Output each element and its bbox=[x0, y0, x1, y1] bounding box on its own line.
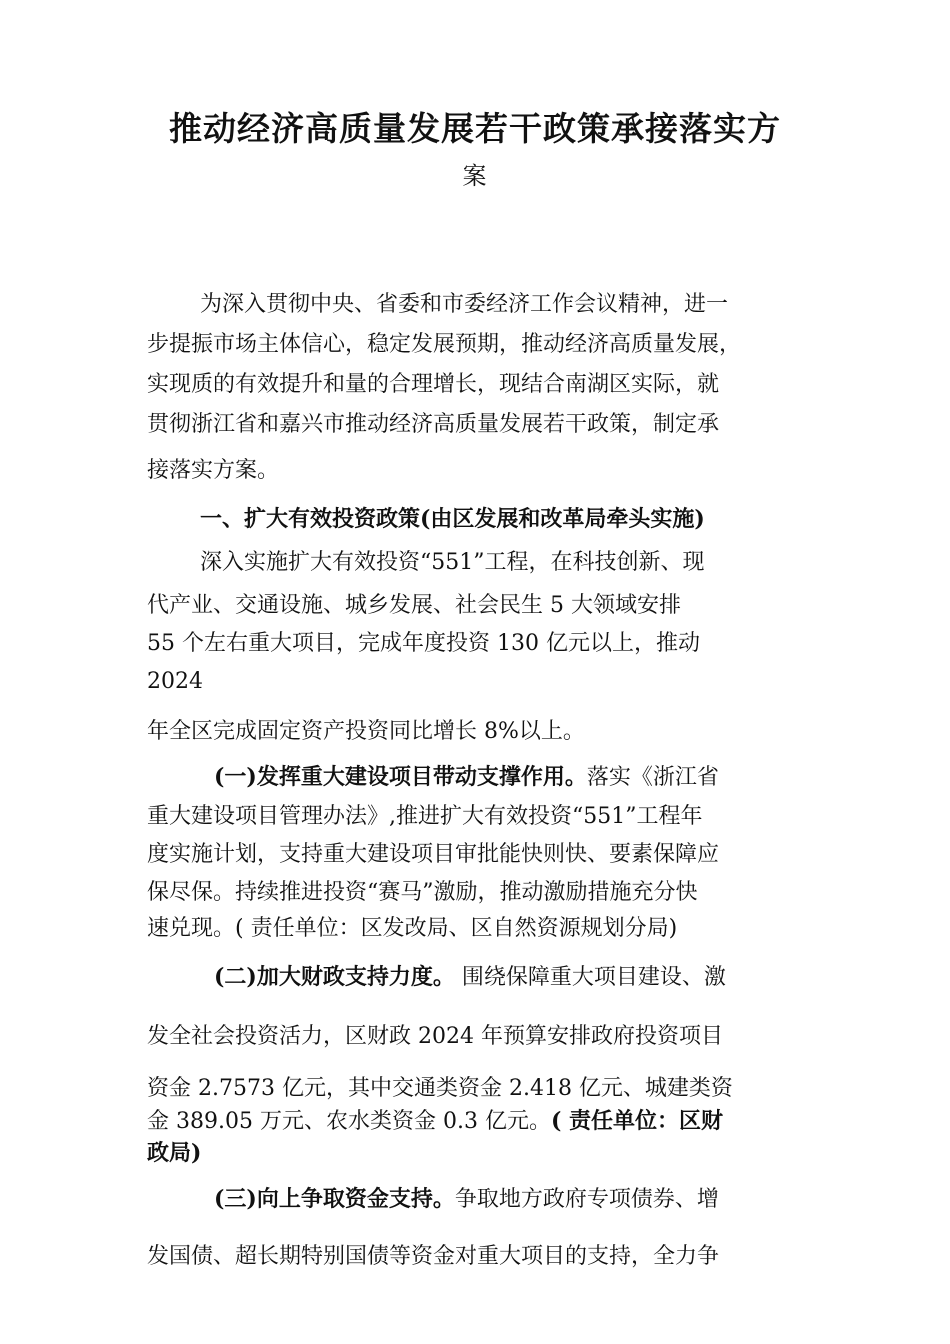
section-body-line: 代产业、交通设施、城乡发展、社会民生 5 大领域安排 bbox=[147, 593, 681, 618]
responsibility-text: 政局) bbox=[147, 1140, 202, 1166]
section-body-line: 55 个左右重大项目，完成年度投资 130 亿元以上，推动 bbox=[147, 631, 700, 656]
item-label: (三)向上争取资金支持。 bbox=[214, 1186, 455, 1212]
item-text: 争取地方政府专项债券、增 bbox=[454, 1187, 719, 1212]
intro-line: 步提振市场主体信心，稳定发展预期，推动经济高质量发展， bbox=[147, 332, 742, 357]
item-line: 资金 2.7573 亿元，其中交通类资金 2.418 亿元、城建类资 bbox=[147, 1076, 733, 1101]
item-line bbox=[147, 1110, 723, 1133]
item-paragraph-first-line bbox=[214, 966, 726, 989]
section-body-line: 年全区完成固定资产投资同比增长 8%以上。 bbox=[147, 719, 585, 744]
section-heading: 一、扩大有效投资政策(由区发展和改革局牵头实施) bbox=[200, 506, 705, 532]
responsibility-text: ( 责任单位：区财 bbox=[550, 1108, 724, 1134]
item-text: 围绕保障重大项目建设、激 bbox=[454, 965, 726, 990]
intro-line: 为深入贯彻中央、省委和市委经济工作会议精神，进一 bbox=[200, 292, 729, 317]
item-text: 落实《浙江省 bbox=[586, 765, 719, 790]
item-line: 度实施计划，支持重大建设项目审批能快则快、要素保障应 bbox=[147, 842, 720, 867]
document-title-continuation: 案 bbox=[462, 162, 488, 190]
item-paragraph-first-line bbox=[214, 766, 719, 789]
item-paragraph-first-line bbox=[214, 1188, 719, 1211]
intro-line: 接落实方案。 bbox=[147, 458, 280, 483]
item-line: 发国债、超长期特别国债等资金对重大项目的支持，全力争 bbox=[147, 1244, 720, 1269]
intro-line: 贯彻浙江省和嘉兴市推动经济高质量发展若干政策，制定承 bbox=[147, 412, 720, 437]
item-line: 速兑现。( 责任单位：区发改局、区自然资源规划分局) bbox=[147, 916, 678, 941]
item-text: 金 389.05 万元、农水类资金 0.3 亿元。 bbox=[147, 1109, 551, 1134]
item-line: 重大建设项目管理办法》,推进扩大有效投资“551”工程年 bbox=[147, 804, 703, 829]
intro-line: 实现质的有效提升和量的合理增长，现结合南湖区实际，就 bbox=[147, 372, 720, 397]
section-body-line: 2024 bbox=[147, 669, 203, 694]
item-line: 保尽保。持续推进投资“赛马”激励，推动激励措施充分快 bbox=[147, 880, 698, 905]
item-label: (二)加大财政支持力度。 bbox=[214, 964, 455, 990]
section-body-line: 深入实施扩大有效投资“551”工程，在科技创新、现 bbox=[200, 550, 705, 575]
document-title: 推动经济高质量发展若干政策承接落实方 bbox=[169, 109, 781, 148]
item-line: 发全社会投资活力，区财政 2024 年预算安排政府投资项目 bbox=[147, 1024, 723, 1049]
item-label: (一)发挥重大建设项目带动支撑作用。 bbox=[214, 764, 587, 790]
